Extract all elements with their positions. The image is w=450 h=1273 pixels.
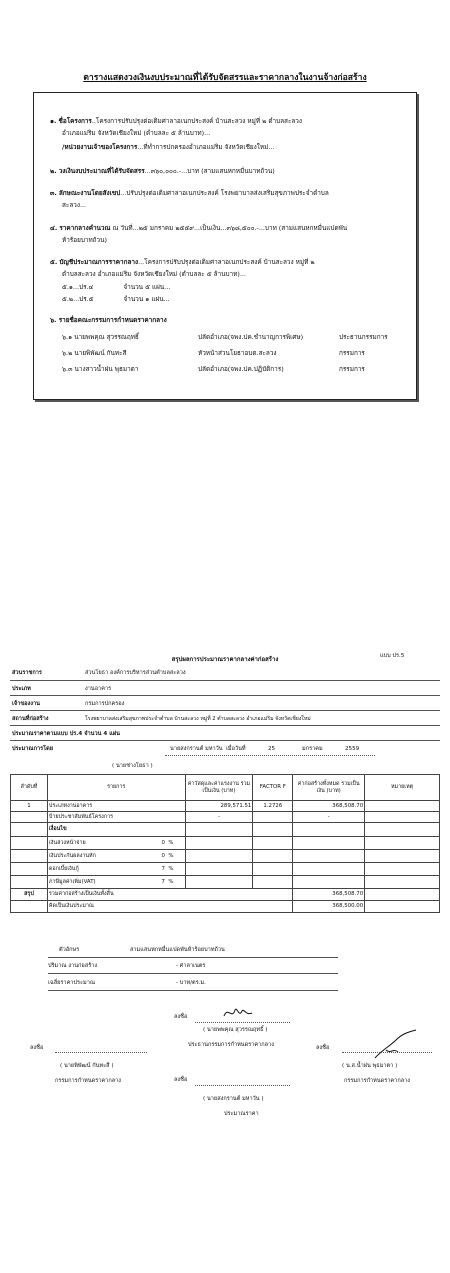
info-value-owner: กรมการปกครอง — [85, 701, 125, 707]
item-4: ๔. ราคากลางคำนวณ ณ วันที่...๒๕ มกราคม ๒๕๕๙...เป็นเงิน...๓๖๘,๕๐๐.-...บาท (สามแสนหกหมื่นแปดพัน — [50, 224, 348, 232]
summary-total: 368,508.70 — [293, 889, 365, 901]
item-2: ๒. วงเงินงบประมาณที่ได้รับจัดสรร...๓๖๐,๐๐๐.-...บาท (สามแสนหกหมื่นบาทถ้วน) — [50, 167, 275, 175]
condition-cell: เงินล่วงหน้าจ่าย 0 % — [47, 837, 185, 850]
item-1: ๑. ชื่อโครงการ..โครงการปรับปรุงต่อเติมศาลาอเนกประสงค์ บ้านสะลวง หมู่ที่ ๒ ตำบลสะลวง — [50, 117, 303, 125]
condition-row — [11, 876, 440, 889]
item-1-owner: /หน่วยงานเจ้าของโครงการ...ที่ทำการปกครองอำเภอแม่ริม จังหวัดเชียงใหม่... — [62, 143, 275, 151]
conditions-title-row — [11, 823, 440, 837]
row-factor — [253, 812, 293, 823]
volume-value: - ศาลาเนตร — [176, 963, 206, 969]
header-item: รายการ — [47, 775, 185, 801]
letters-label: ตัวอักษร — [59, 947, 80, 953]
committee-row-2: ๖.๒ นายพิพัฒน์ กันทะสี — [62, 349, 127, 357]
info-label-type: ประเภท — [12, 686, 31, 692]
info-label-agency: ส่วนราชการ — [12, 670, 42, 676]
condition-row — [11, 850, 440, 863]
form-row-2: ๕.๒...ปร.๕ จำนวน ๑ แผ่น... — [62, 295, 170, 303]
sign-word-right: ลงชื่อ — [316, 1045, 330, 1051]
divider — [55, 1052, 147, 1053]
info-value-site: โรงพยาบาลส่งเสริมสุขภาพประจำตำบล บ้านสะลวง หมู่ที่ 2 ตำบลสะลวง อำเภอแม่ริม จังหวัดเชียงใหม่ — [85, 716, 311, 722]
divider — [10, 725, 440, 726]
summary-row — [11, 889, 440, 901]
row-no: 1 — [11, 801, 48, 812]
divider — [10, 680, 440, 681]
sign-word-estimator: ลงชื่อ — [174, 1077, 188, 1083]
sig-left-role: กรรมการกำหนดราคากลาง — [55, 1078, 122, 1084]
divider — [342, 1052, 432, 1053]
cost-table — [10, 774, 440, 913]
row-factor: 1.2726 — [253, 801, 293, 812]
divider — [10, 740, 440, 741]
avg-label: เฉลี่ยราคาประมาณ — [48, 980, 96, 986]
divider — [48, 990, 338, 991]
table-header-row — [11, 775, 440, 801]
table-row — [11, 812, 440, 823]
right-signature — [372, 1028, 418, 1062]
committee-title: ๖. รายชื่อคณะกรรมการกำหนดราคากลาง — [50, 316, 167, 324]
committee-role-2: กรรมการ — [339, 349, 365, 357]
estimator-month: มกราคม — [302, 746, 323, 752]
info-value-type: งานอาคาร — [85, 686, 112, 692]
divider — [10, 710, 440, 711]
row-item: ประเภทงานอาคาร — [47, 801, 185, 812]
row-note — [365, 812, 440, 823]
estimator-day: 25 — [268, 746, 276, 752]
condition-cell: ภาษีมูลค่าเพิ่ม(VAT) 7 % — [47, 876, 185, 889]
header-total: ค่าก่อสร้างทั้งหมด รวมเป็นเงิน (บาท) — [293, 775, 365, 801]
sig-chair-name: ( นายพพคุณ สุวรรณฤทธิ์ ) — [203, 1027, 268, 1033]
condition-cell: เงินประกันผลงานหัก 0 % — [47, 850, 185, 863]
summary-round-label: คิดเป็นเงินประมาณ — [47, 901, 292, 913]
committee-pos-2: หัวหน้าส่วนโยธาอบต.สะลวง — [198, 349, 277, 357]
table-row — [11, 801, 440, 812]
divider — [165, 755, 375, 756]
estimator-year: 2559 — [345, 746, 360, 752]
row-total: 368,508.70 — [293, 801, 365, 812]
row-item: ป้ายประชาสัมพันธ์โครงการ — [47, 812, 185, 823]
summary-total-label: รวมค่าก่อสร้างเป็นเงินทั้งสิ้น — [47, 889, 292, 901]
info-value-agency: ส่วนโยธา องค์การบริหารส่วนตำบลสะลวง — [85, 670, 186, 676]
item-1-line2: อำเภอแม่ริม จังหวัดเชียงใหม่ (ตำบลละ ๕ ล้านบาท)... — [62, 129, 211, 137]
divider — [48, 957, 338, 958]
condition-cell: ดอกเบี้ยเงินกู้ 7 % — [47, 863, 185, 876]
row-note — [365, 801, 440, 812]
committee-pos-3: ปลัดอำเภอ(จพง.ปค.ปฏิบัติการ) — [198, 365, 284, 373]
divider — [195, 1085, 290, 1086]
header-note: หมายเหตุ — [365, 775, 440, 801]
header-factor: FACTOR F — [253, 775, 293, 801]
form-code: แบบ ปร.5 — [380, 653, 405, 659]
committee-row-3: ๖.๓ นางสาวน้ำฝน พุธมาตา — [62, 365, 139, 373]
summary-label: สรุป — [11, 889, 48, 901]
sig-right-name: ( น.ส.น้ำฝน พุธมาตา ) — [342, 1063, 398, 1069]
letters-value: สามแสนหกหมื่นแปดพันห้าร้อยบาทถ้วน — [130, 947, 225, 953]
volume-label: ปริมาณ งานก่อสร้าง — [48, 963, 98, 969]
committee-row-1: ๖.๑ นายพพคุณ สุวรรณฤทธิ์ — [62, 333, 139, 341]
item-3-line2: สะลวง... — [62, 201, 87, 209]
condition-row — [11, 837, 440, 850]
summary-round: 368,500.00 — [293, 901, 365, 913]
sign-word-left: ลงชื่อ — [30, 1045, 44, 1051]
avg-value: - บาท/ตร.ม. — [176, 980, 206, 986]
divider — [10, 695, 440, 696]
sig-est-name: ( นายสงกรานต์ มหาวัน ) — [203, 1096, 264, 1102]
header-cost: ค่าวัสดุและค่าแรงงาน รวมเป็นเงิน (บาท) — [185, 775, 253, 801]
committee-pos-1: ปลัดอำเภอ(จพง.ปค.ชำนาญการพิเศษ) — [198, 333, 304, 341]
divider — [195, 1022, 290, 1023]
divider — [48, 973, 338, 974]
item-3: ๓. ลักษณะงานโดยสังเขป...ปรับปรุงต่อเติมศาลาอเนกประสงค์ โรงพยาบาลส่งเสริมสุขภาพประจำตำบล — [50, 189, 329, 197]
info-label-plan: ประมาณราคาตามแบบ ปร.4 จำนวน 4 แผ่น — [12, 731, 120, 737]
estimator-label: ประมาณการโดย — [12, 746, 54, 752]
item-4-line2: ห้าร้อยบาทถ้วน) — [62, 236, 107, 244]
info-label-owner: เจ้าของงาน — [12, 701, 40, 707]
info-label-site: สถานที่ก่อสร้าง — [12, 716, 49, 722]
sig-right-role: กรรมการกำหนดราคากลาง — [344, 1078, 411, 1084]
sig-est-role: ประมาณราคา — [224, 1111, 259, 1117]
estimator-position: ( นายช่างโยธา ) — [112, 763, 153, 769]
item-5: ๕. บัญชีประมาณการราคากลาง...โครงการปรับปรุงต่อเติมศาลาอเนกประสงค์ บ้านสะลวง หมู่ที่ ๒ — [50, 258, 315, 266]
committee-role-1: ประธานกรรมการ — [339, 333, 388, 341]
condition-row — [11, 863, 440, 876]
chair-signature — [222, 1004, 254, 1022]
header-no: ลำดับที่ — [11, 775, 48, 801]
item-5-line2: ตำบลสะลวง อำเภอแม่ริม จังหวัดเชียงใหม่ (ตำบลละ ๕ ล้านบาท)... — [62, 270, 246, 278]
estimator-name: นายสงกรานต์ มหาวัน — [170, 746, 223, 752]
conditions-title: เงื่อนไข — [47, 823, 185, 837]
estimator-date-label: เมื่อวันที่ — [226, 746, 246, 752]
form-row-1: ๕.๑...ปร.๔ จำนวน ๕ แผ่น... — [62, 283, 171, 291]
row-cost: - — [185, 812, 253, 823]
sig-chair-role: ประธานกรรมการกำหนดราคากลาง — [188, 1042, 274, 1048]
committee-role-3: กรรมการ — [339, 365, 365, 373]
page2-title: สรุปผลการประมาณราคากลางค่าก่อสร้าง — [171, 656, 279, 663]
sign-word-chair: ลงชื่อ — [174, 1014, 188, 1020]
summary-round-row — [11, 901, 440, 913]
page1-title: ตารางแสดงวงเงินงบประมาณที่ได้รับจัดสรรและราคากลางในงานจ้างก่อสร้าง — [83, 73, 367, 83]
row-total: - — [293, 812, 365, 823]
sig-left-name: ( นายพิพัฒน์ กันทะสี ) — [60, 1063, 114, 1069]
row-no — [11, 812, 48, 823]
row-cost: 289,571.51 — [185, 801, 253, 812]
